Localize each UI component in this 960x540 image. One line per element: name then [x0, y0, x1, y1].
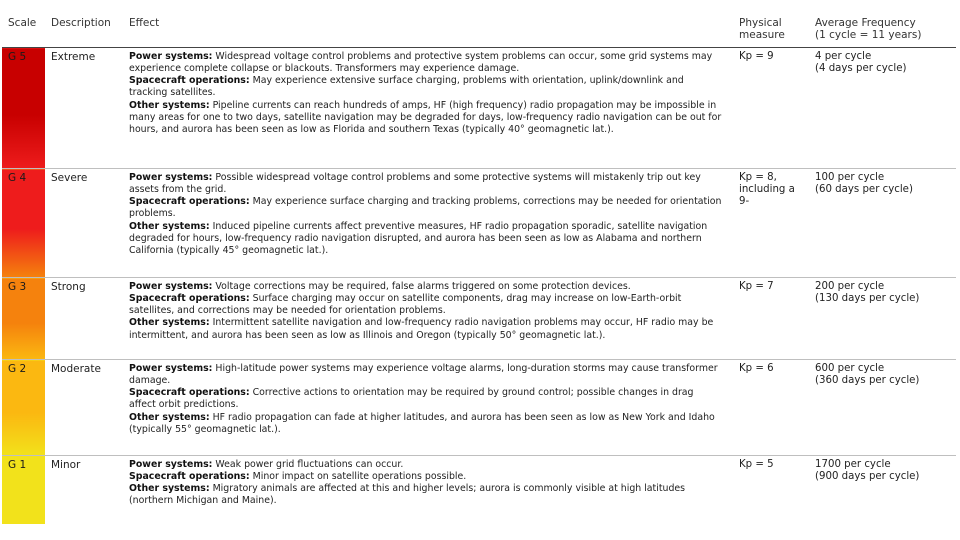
header-physical-line1: Physical: [739, 17, 782, 29]
other-label: Other systems:: [129, 317, 210, 329]
geomagnetic-storm-scale-table: [2, 15, 956, 526]
other-text: Migratory animals are affected at this and higher levels; aurora is commonly visible at high latitudes (northern Michigan and Maine).: [129, 483, 686, 507]
table-row: [2, 48, 956, 169]
storm-table: [2, 15, 956, 524]
scale-cell: G 4: [2, 169, 45, 278]
physical-measure-cell: Kp = 8, including a 9-: [733, 169, 809, 278]
power-label: Power systems:: [129, 281, 213, 292]
effect-cell: [123, 278, 733, 360]
spacecraft-text: May experience extensive surface charging, problems with orientation, uplink/downlink and tracking satellites.: [129, 75, 684, 99]
effect-cell: [123, 169, 733, 278]
frequency-line2: (60 days per cycle): [815, 184, 913, 195]
power-text: High-latitude power systems may experience voltage alarms, long-duration storms may cause transformer damage.: [129, 363, 718, 387]
scale-cell: G 3: [2, 278, 45, 360]
spacecraft-text: Corrective actions to orientation may be required by ground control; possible changes in drag affect orbit predictions.: [129, 387, 694, 411]
physical-measure-cell: Kp = 9: [733, 48, 809, 169]
frequency-line1: 1700 per cycle: [815, 459, 891, 470]
table-row: [2, 456, 956, 524]
header-scale: Scale: [2, 15, 45, 48]
effect-cell: [123, 48, 733, 169]
spacecraft-text: Surface charging may occur on satellite components, drag may increase on low-Earth-orbit satellites, and corrections may be needed for orientation problems.: [129, 293, 682, 317]
frequency-cell: [809, 456, 956, 524]
power-label: Power systems:: [129, 459, 213, 470]
other-label: Other systems:: [129, 411, 210, 423]
spacecraft-label: Spacecraft operations:: [129, 196, 250, 208]
frequency-line1: 100 per cycle: [815, 172, 885, 183]
description-cell: Minor: [45, 456, 123, 524]
spacecraft-text: Minor impact on satellite operations possible.: [252, 471, 467, 483]
power-label: Power systems:: [129, 51, 213, 62]
frequency-cell: [809, 360, 956, 456]
frequency-line2: (360 days per cycle): [815, 375, 920, 386]
table-header-row: [2, 15, 956, 48]
header-frequency-line1: Average Frequency: [815, 17, 916, 29]
other-text: HF radio propagation can fade at higher latitudes, and aurora has been seen as low as New York and Idaho (typically 55° geomagnetic lat.).: [129, 411, 715, 435]
description-cell: Moderate: [45, 360, 123, 456]
other-label: Other systems:: [129, 483, 210, 495]
other-text: Induced pipeline currents affect preventive measures, HF radio propagation sporadic, satellite navigation degraded for hours, low-frequency radio navigation disrupted, and aurora has been seen as low as Alabama and northern California (typically 45° geomagnetic lat.).: [129, 220, 708, 256]
effect-cell: [123, 360, 733, 456]
header-effect: Effect: [123, 15, 733, 48]
spacecraft-text: May experience surface charging and tracking problems, corrections may be needed for orientation problems.: [129, 196, 722, 220]
frequency-line1: 4 per cycle: [815, 51, 872, 62]
physical-measure-cell: Kp = 7: [733, 278, 809, 360]
power-text: Weak power grid fluctuations can occur.: [215, 459, 404, 470]
frequency-cell: [809, 278, 956, 360]
spacecraft-label: Spacecraft operations:: [129, 293, 250, 305]
frequency-line2: (900 days per cycle): [815, 471, 920, 482]
header-description: Description: [45, 15, 123, 48]
description-cell: Strong: [45, 278, 123, 360]
header-physical-line2: measure: [739, 29, 785, 41]
power-text: Possible widespread voltage control problems and some protective systems will mistakenly trip out key assets from the grid.: [129, 172, 701, 196]
frequency-cell: [809, 48, 956, 169]
physical-measure-cell: Kp = 5: [733, 456, 809, 524]
frequency-cell: [809, 169, 956, 278]
power-text: Widespread voltage control problems and protective system problems can occur, some grid systems may experience complete collapse or blackouts. Transformers may experience damage.: [129, 51, 713, 75]
scale-cell: G 1: [2, 456, 45, 524]
physical-measure-cell: Kp = 6: [733, 360, 809, 456]
table-row: [2, 169, 956, 278]
description-cell: Severe: [45, 169, 123, 278]
frequency-line1: 200 per cycle: [815, 281, 885, 292]
spacecraft-label: Spacecraft operations:: [129, 471, 250, 483]
header-physical-measure: [733, 15, 809, 48]
table-row: [2, 278, 956, 360]
table-row: [2, 360, 956, 456]
other-label: Other systems:: [129, 220, 210, 232]
frequency-line2: (130 days per cycle): [815, 293, 920, 304]
power-label: Power systems:: [129, 363, 213, 374]
spacecraft-label: Spacecraft operations:: [129, 387, 250, 399]
scale-cell: G 2: [2, 360, 45, 456]
power-label: Power systems:: [129, 172, 213, 183]
frequency-line1: 600 per cycle: [815, 363, 885, 374]
other-text: Intermittent satellite navigation and low-frequency radio navigation problems may occur, HF radio may be intermittent, and aurora has been seen as low as Illinois and Oregon (typically 50° geomagnetic lat.).: [129, 317, 714, 341]
description-cell: Extreme: [45, 48, 123, 169]
header-average-frequency: [809, 15, 956, 48]
effect-cell: [123, 456, 733, 524]
scale-cell: G 5: [2, 48, 45, 169]
header-frequency-line2: (1 cycle = 11 years): [815, 29, 922, 41]
spacecraft-label: Spacecraft operations:: [129, 75, 250, 87]
other-label: Other systems:: [129, 99, 210, 111]
frequency-line2: (4 days per cycle): [815, 63, 907, 74]
power-text: Voltage corrections may be required, false alarms triggered on some protection devices.: [215, 281, 631, 292]
other-text: Pipeline currents can reach hundreds of amps, HF (high frequency) radio propagation may be impossible in many areas for one to two days, satellite navigation may be degraded for days, low-frequency radio navigation can be out for hours, and aurora has been seen as low as Florida and southern Texas (typically 40° geomagnetic lat.).: [129, 99, 722, 135]
